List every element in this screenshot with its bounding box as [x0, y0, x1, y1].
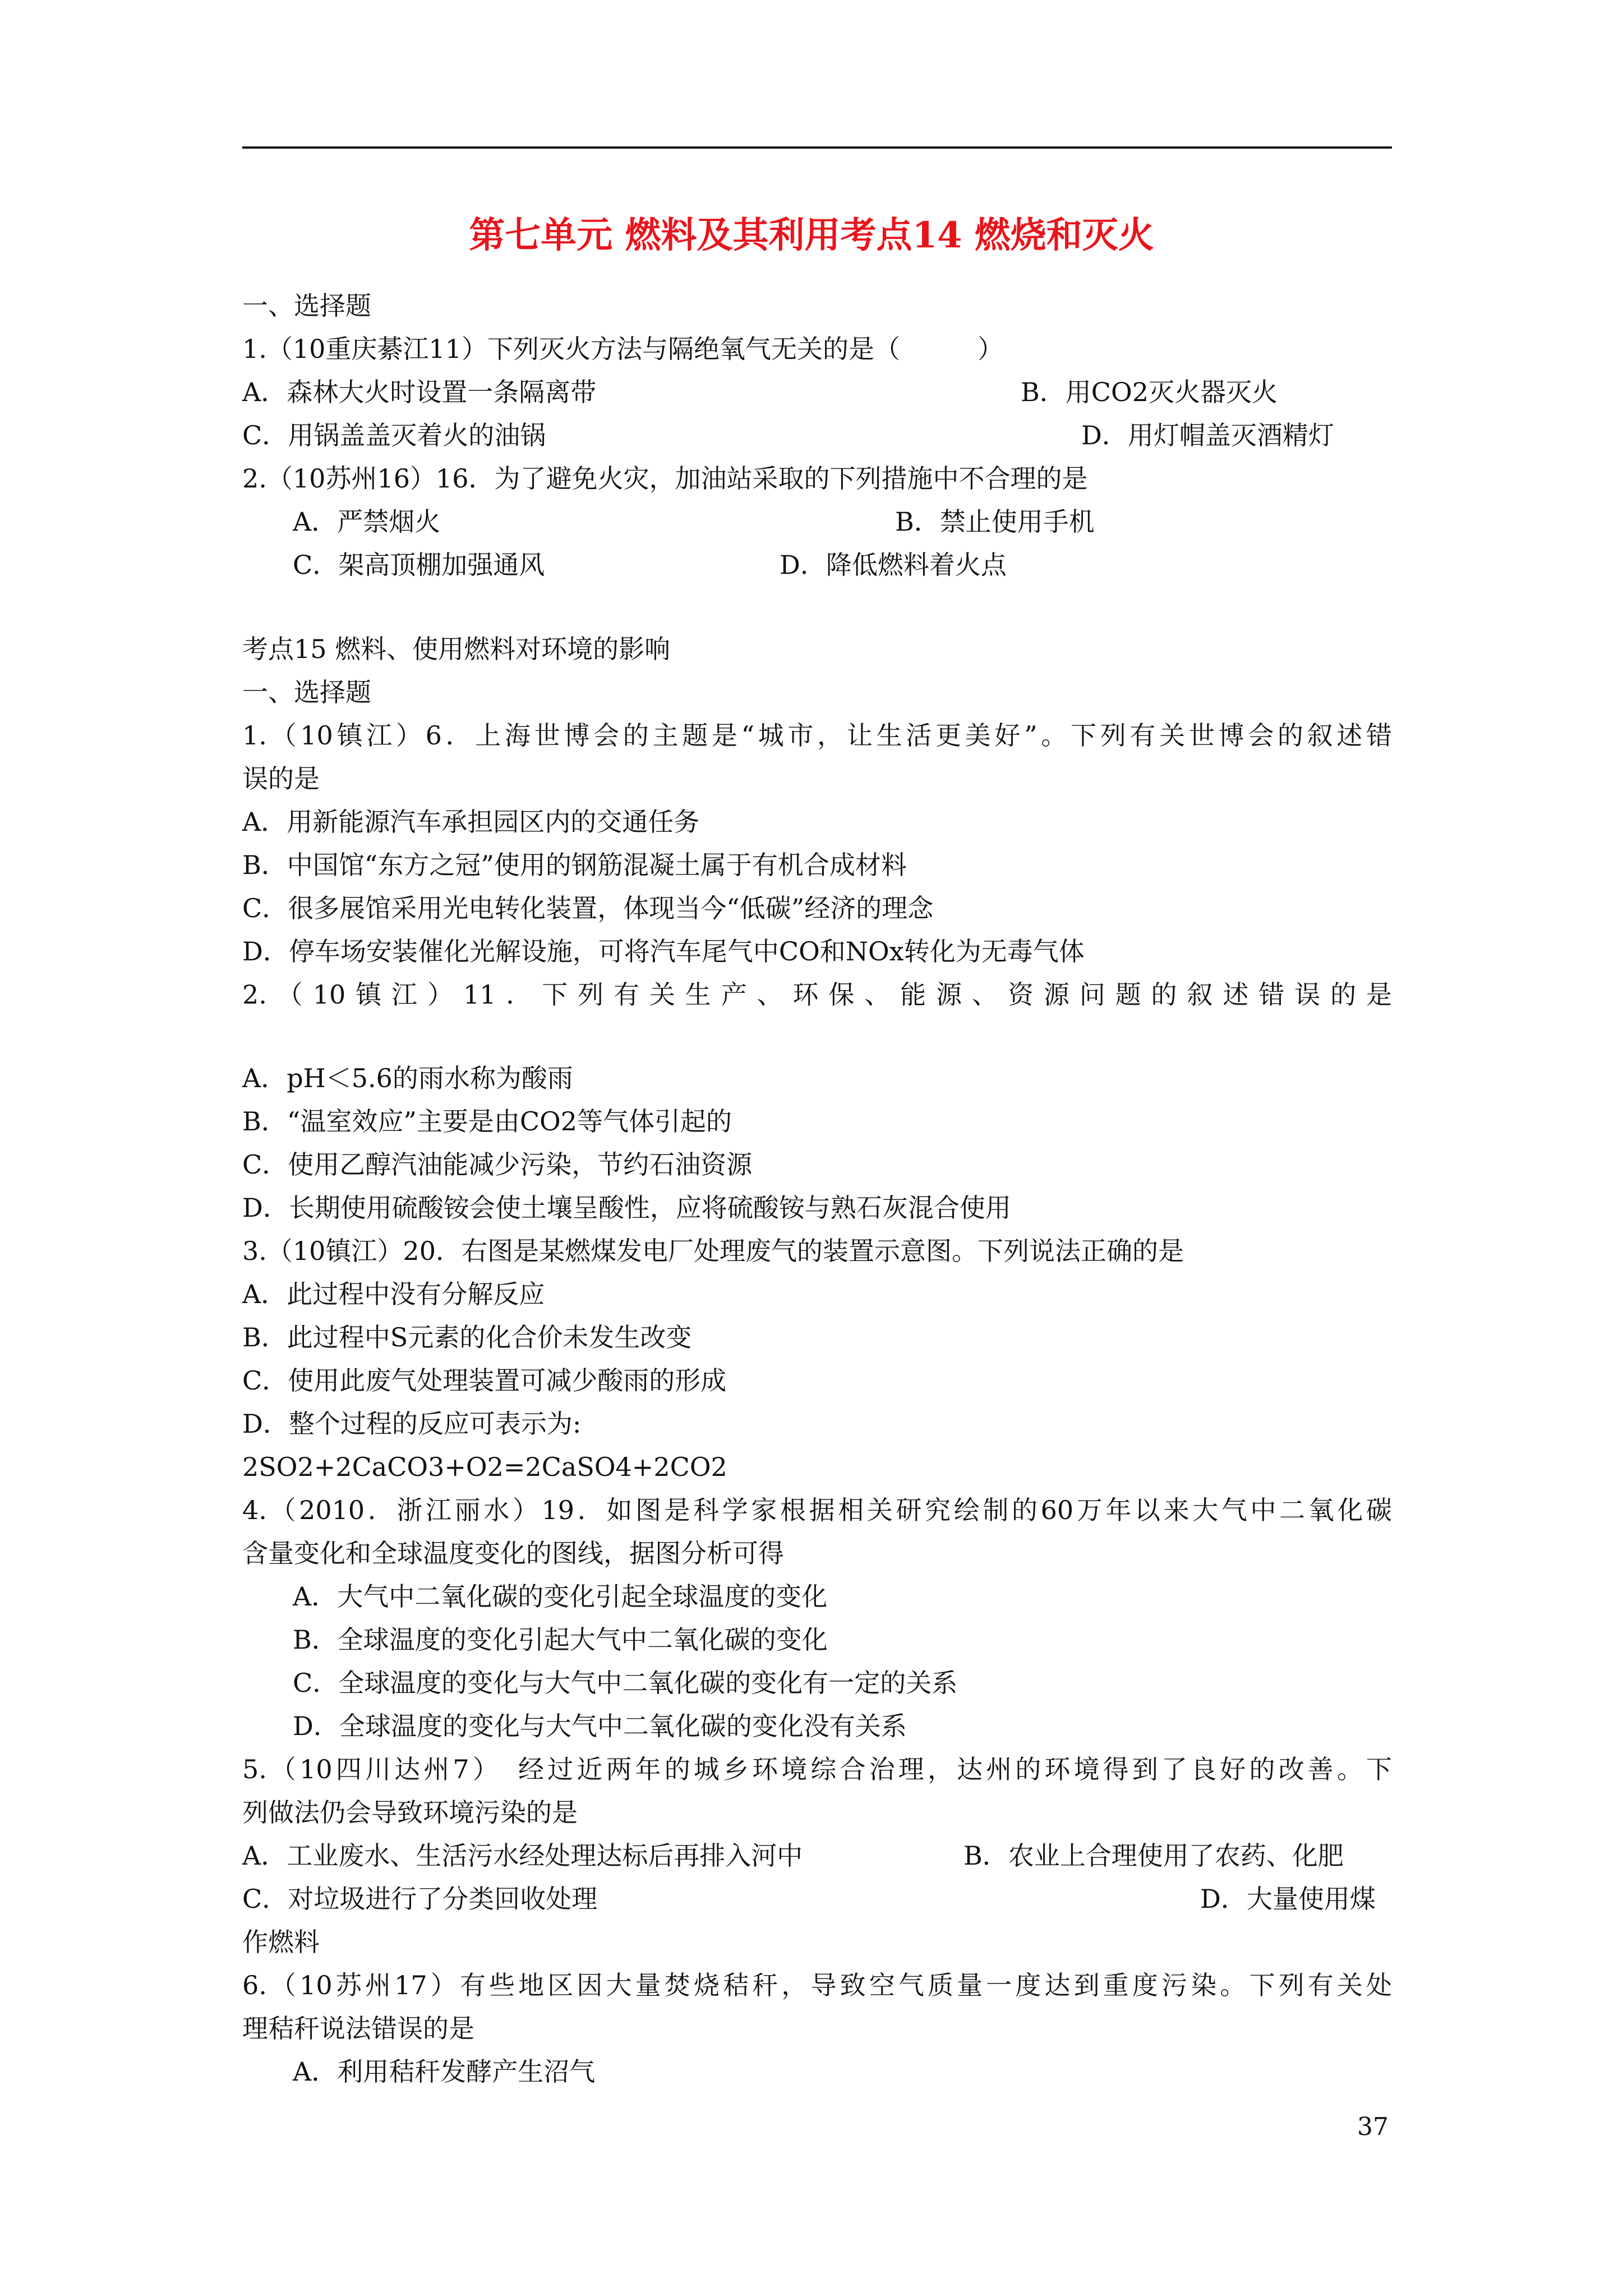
s2-q4-option-c: C．全球温度的变化与大气中二氧化碳的变化有一定的关系 — [293, 1668, 958, 1698]
s2-q4-option-b: B．全球温度的变化引起大气中二氧化碳的变化 — [293, 1625, 828, 1655]
header-rule — [242, 146, 1392, 149]
s2-q4-option-a: A．大气中二氧化碳的变化引起全球温度的变化 — [293, 1581, 828, 1612]
section2-title: 考点15 燃料、使用燃料对环境的影响 — [242, 634, 671, 664]
s2-q3-stem: 3.（10镇江）20．右图是某燃煤发电厂处理废气的装置示意图。下列说法正确的是 — [242, 1236, 1184, 1266]
s2-q1-option-c: C．很多展馆采用光电转化装置，体现当今“低碳”经济的理念 — [242, 893, 934, 923]
s2-q6-stem-line1: 6.（10苏州17）有些地区因大量焚烧秸秆，导致空气质量一度达到重度污染。下列有关处 — [242, 1970, 1392, 2000]
s2-q3-option-d: D．整个过程的反应可表示为: — [242, 1409, 582, 1439]
s1-q2-stem: 2.（10苏州16）16．为了避免火灾，加油站采取的下列措施中不合理的是 — [242, 463, 1088, 494]
s2-q1-option-b: B．中国馆“东方之冠”使用的钢筋混凝土属于有机合成材料 — [242, 850, 907, 880]
s2-q5-option-d-cont: 作燃料 — [242, 1927, 320, 1957]
s2-q1-option-d: D．停车场安装催化光解设施，可将汽车尾气中CO和NOx转化为无毒气体 — [242, 936, 1085, 967]
s1-q1-option-a: A．森林大火时设置一条隔离带 — [242, 377, 597, 407]
page-title: 第七单元 燃料及其利用考点14 燃烧和灭火 — [469, 214, 1154, 256]
s1-q1-option-d: D．用灯帽盖灭酒精灯 — [1081, 420, 1334, 450]
s2-q5-stem-line2: 列做法仍会导致环境污染的是 — [242, 1797, 578, 1828]
s2-q5-option-d: D．大量使用煤 — [1200, 1884, 1376, 1914]
s1-q1-option-b: B．用CO2灭火器灭火 — [1021, 377, 1278, 407]
s2-q3-option-a: A．此过程中没有分解反应 — [242, 1279, 545, 1309]
s2-q2-option-d: D．长期使用硫酸铵会使土壤呈酸性，应将硫酸铵与熟石灰混合使用 — [242, 1193, 1011, 1223]
s2-q3-option-c: C．使用此废气处理装置可减少酸雨的形成 — [242, 1365, 727, 1396]
s1-q2-option-c: C．架高顶棚加强通风 — [293, 550, 545, 580]
s2-q2-option-c: C．使用乙醇汽油能减少污染，节约石油资源 — [242, 1149, 753, 1180]
s2-q3-option-b: B．此过程中S元素的化合价未发生改变 — [242, 1322, 692, 1352]
s2-q6-stem-line2: 理秸秆说法错误的是 — [242, 2013, 474, 2044]
s2-q1-stem-line2: 误的是 — [242, 763, 320, 794]
section2-heading: 一、选择题 — [242, 677, 371, 707]
section1-heading: 一、选择题 — [242, 291, 371, 321]
s1-q2-option-b: B．禁止使用手机 — [895, 507, 1095, 537]
s2-q5-option-a: A．工业废水、生活污水经处理达标后再排入河中 — [242, 1841, 803, 1871]
s2-q1-option-a: A．用新能源汽车承担园区内的交通任务 — [242, 807, 700, 837]
s2-q3-equation: 2SO2+2CaCO3+O2=2CaSO4+2CO2 — [242, 1452, 727, 1482]
s2-q4-stem-line1: 4.（2010．浙江丽水）19．如图是科学家根据相关研究绘制的60万年以来大气中二氧化碳 — [242, 1495, 1392, 1525]
s1-q2-option-a: A．严禁烟火 — [293, 507, 441, 537]
s1-q1-stem: 1.（10重庆綦江11）下列灭火方法与隔绝氧气无关的是（ ） — [242, 334, 1003, 364]
s2-q5-option-b: B．农业上合理使用了农药、化肥 — [963, 1841, 1344, 1871]
s2-q5-stem-line1: 5.（10四川达州7） 经过近两年的城乡环境综合治理，达州的环境得到了良好的改善。下 — [242, 1754, 1392, 1784]
s1-q2-option-d: D．降低燃料着火点 — [780, 550, 1007, 580]
s2-q4-option-d: D．全球温度的变化与大气中二氧化碳的变化没有关系 — [293, 1711, 907, 1741]
s2-q6-option-a: A．利用秸秆发酵产生沼气 — [293, 2056, 596, 2087]
page-number: 37 — [1357, 2113, 1389, 2141]
s2-q1-stem-line1: 1.（10镇江）6．上海世博会的主题是“城市，让生活更美好”。下列有关世博会的叙述错 — [242, 720, 1392, 751]
s1-q1-option-c: C．用锅盖盖灭着火的油锅 — [242, 420, 546, 450]
s2-q2-option-a: A．pH＜5.6的雨水称为酸雨 — [242, 1063, 573, 1093]
s2-q2-option-b: B．“温室效应”主要是由CO2等气体引起的 — [242, 1106, 732, 1137]
s2-q4-stem-line2: 含量变化和全球温度变化的图线，据图分析可得 — [242, 1538, 784, 1568]
s2-q2-stem: 2.（10镇江）11．下列有关生产、环保、能源、资源问题的叙述错误的是 — [242, 979, 1392, 1010]
s2-q5-option-c: C．对垃圾进行了分类回收处理 — [242, 1884, 598, 1914]
